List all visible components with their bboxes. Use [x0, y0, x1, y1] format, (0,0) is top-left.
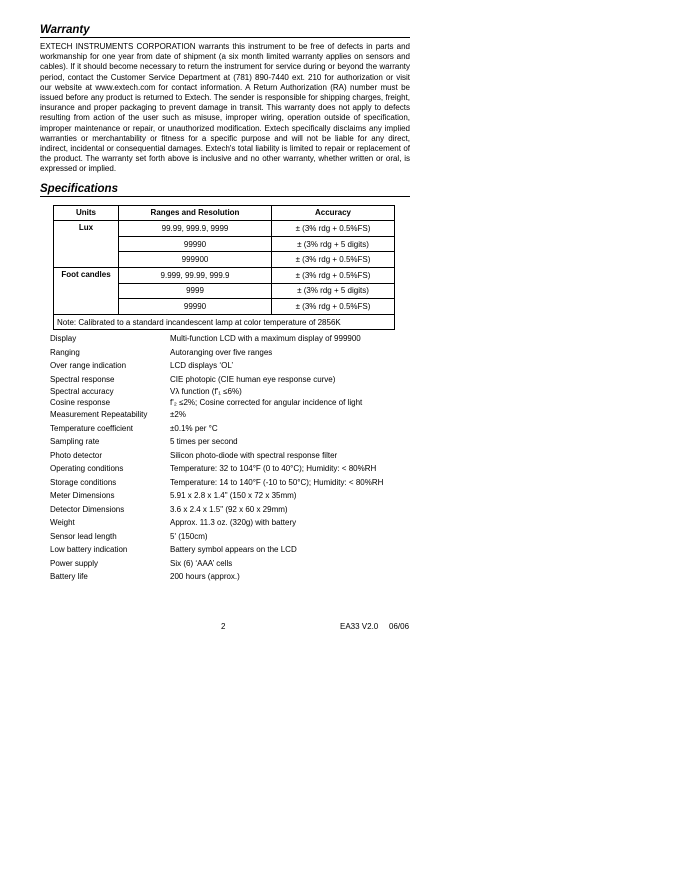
spec-label: Detector Dimensions	[50, 504, 125, 514]
spec-value: Vλ function (f'₁ ≤6%)	[170, 387, 242, 397]
spec-label: Storage conditions	[50, 477, 117, 487]
table-header-row	[54, 205, 395, 221]
spec-value: f'₂ ≤2%; Cosine corrected for angular incidence of light	[170, 398, 363, 408]
document-id: EA33 V2.0	[340, 622, 379, 631]
specifications-table	[53, 205, 395, 331]
spec-label: Display	[50, 334, 77, 344]
spec-value: 5 times per second	[170, 437, 238, 447]
spec-value: Six (6) ‘AAA’ cells	[170, 558, 233, 568]
spec-value: Multi-function LCD with a maximum display of 999900	[170, 334, 361, 344]
list-item	[50, 462, 410, 476]
spec-label: Spectral response	[50, 374, 115, 384]
list-item	[50, 346, 410, 360]
table-header-units: Units	[54, 205, 119, 221]
spec-label: Measurement Repeatability	[50, 410, 148, 420]
table-header-ranges: Ranges and Resolution	[119, 205, 272, 221]
table-header-accuracy: Accuracy	[272, 205, 395, 221]
range-cell: 9.999, 99.99, 999.9	[119, 268, 272, 284]
spec-value: LCD displays ‘OL’	[170, 361, 234, 371]
spec-label: Meter Dimensions	[50, 491, 115, 501]
document-page	[40, 24, 410, 584]
spec-value: 3.6 x 2.4 x 1.5" (92 x 60 x 29mm)	[170, 504, 288, 514]
spec-label: Spectral accuracy	[50, 387, 114, 397]
table-note-row	[54, 314, 395, 330]
document-date: 06/06	[389, 622, 410, 631]
spec-label: Power supply	[50, 558, 99, 568]
specifications-heading: Specifications	[40, 183, 410, 197]
list-item	[50, 516, 410, 530]
spec-label: Weight	[50, 518, 75, 528]
list-item	[50, 449, 410, 463]
unit-cell: Lux	[54, 221, 119, 268]
spec-value: Approx. 11.3 oz. (320g) with battery	[170, 518, 297, 528]
spec-value: Autoranging over five ranges	[170, 347, 273, 357]
list-item	[50, 422, 410, 436]
list-item	[50, 408, 410, 422]
list-item	[50, 489, 410, 503]
spec-value: ±0.1% per °C	[170, 423, 218, 433]
spec-label: Ranging	[50, 347, 80, 357]
page-number: 2	[221, 622, 226, 631]
spec-label: Sensor lead length	[50, 531, 117, 541]
warranty-text: EXTECH INSTRUMENTS CORPORATION warrants this instrument to be free of defects in parts and workmanship for one year from date of shipment (a six month limited warranty applies on sensors and cables). If it should become necessary to return the instrument for service during or beyond the warranty period, contact the Customer Service Department at (781) 890-7440 ext. 210 for authorization or visit our website at www.extech.com for contact information. A Return Authorization (RA) number must be issued before any product is returned to Extech. The sender is responsible for shipping charges, freight, insurance and proper packaging to prevent damage in transit. This warranty does not apply to defects resulting from action of the user such as misuse, improper wiring, operation outside of specification, improper maintenance or repair, or unauthorized modification. Extech specifically disclaims any implied warranties or merchantability or fitness for a specific purpose and will not be liable for any direct, indirect, incidental or consequential damages. Extech's total liability is limited to repair or replacement of the product. The warranty set forth above is inclusive and no other warranty, whether written or oral, is expressed or implied.	[40, 42, 410, 174]
spec-value: Battery symbol appears on the LCD	[170, 545, 297, 555]
spec-label: Sampling rate	[50, 437, 100, 447]
spec-value: 5' (150cm)	[170, 531, 208, 541]
spec-label: Cosine response	[50, 398, 111, 408]
list-item	[50, 386, 410, 397]
spec-value: CIE photopic (CIE human eye response curve)	[170, 374, 336, 384]
range-cell: 99990	[119, 299, 272, 315]
list-item	[50, 530, 410, 544]
range-cell: 999900	[119, 252, 272, 268]
table-row	[54, 221, 395, 237]
spec-value: ±2%	[170, 410, 186, 420]
list-item	[50, 373, 410, 387]
list-item	[50, 332, 410, 346]
list-item	[50, 543, 410, 557]
accuracy-cell: ± (3% rdg + 0.5%FS)	[272, 252, 395, 268]
list-item	[50, 476, 410, 490]
accuracy-cell: ± (3% rdg + 5 digits)	[272, 283, 395, 299]
spec-value: 5.91 x 2.8 x 1.4" (150 x 72 x 35mm)	[170, 491, 297, 501]
spec-value: Silicon photo-diode with spectral response filter	[170, 450, 338, 460]
accuracy-cell: ± (3% rdg + 0.5%FS)	[272, 299, 395, 315]
spec-label: Low battery indication	[50, 545, 128, 555]
specifications-list	[50, 332, 410, 584]
range-cell: 99.99, 999.9, 9999	[119, 221, 272, 237]
spec-label: Operating conditions	[50, 464, 124, 474]
range-cell: 99990	[119, 236, 272, 252]
spec-label: Over range indication	[50, 361, 127, 371]
accuracy-cell: ± (3% rdg + 5 digits)	[272, 236, 395, 252]
list-item	[50, 359, 410, 373]
list-item	[50, 435, 410, 449]
spec-label: Battery life	[50, 572, 88, 582]
spec-value: 200 hours (approx.)	[170, 572, 240, 582]
calibration-note: Note: Calibrated to a standard incandescent lamp at color temperature of 2856K	[54, 314, 395, 330]
table-row	[54, 268, 395, 284]
spec-label: Temperature coefficient	[50, 423, 134, 433]
list-item	[50, 557, 410, 571]
spec-value: Temperature: 14 to 140°F (-10 to 50°C); Humidity: < 80%RH	[170, 477, 384, 487]
spec-value: Temperature: 32 to 104°F (0 to 40°C); Humidity: < 80%RH	[170, 464, 377, 474]
spec-label: Photo detector	[50, 450, 103, 460]
range-cell: 9999	[119, 283, 272, 299]
list-item	[50, 570, 410, 584]
unit-cell: Foot candles	[54, 268, 119, 315]
list-item	[50, 397, 410, 408]
accuracy-cell: ± (3% rdg + 0.5%FS)	[272, 221, 395, 237]
list-item	[50, 503, 410, 517]
warranty-heading: Warranty	[40, 24, 410, 38]
accuracy-cell: ± (3% rdg + 0.5%FS)	[272, 268, 395, 284]
